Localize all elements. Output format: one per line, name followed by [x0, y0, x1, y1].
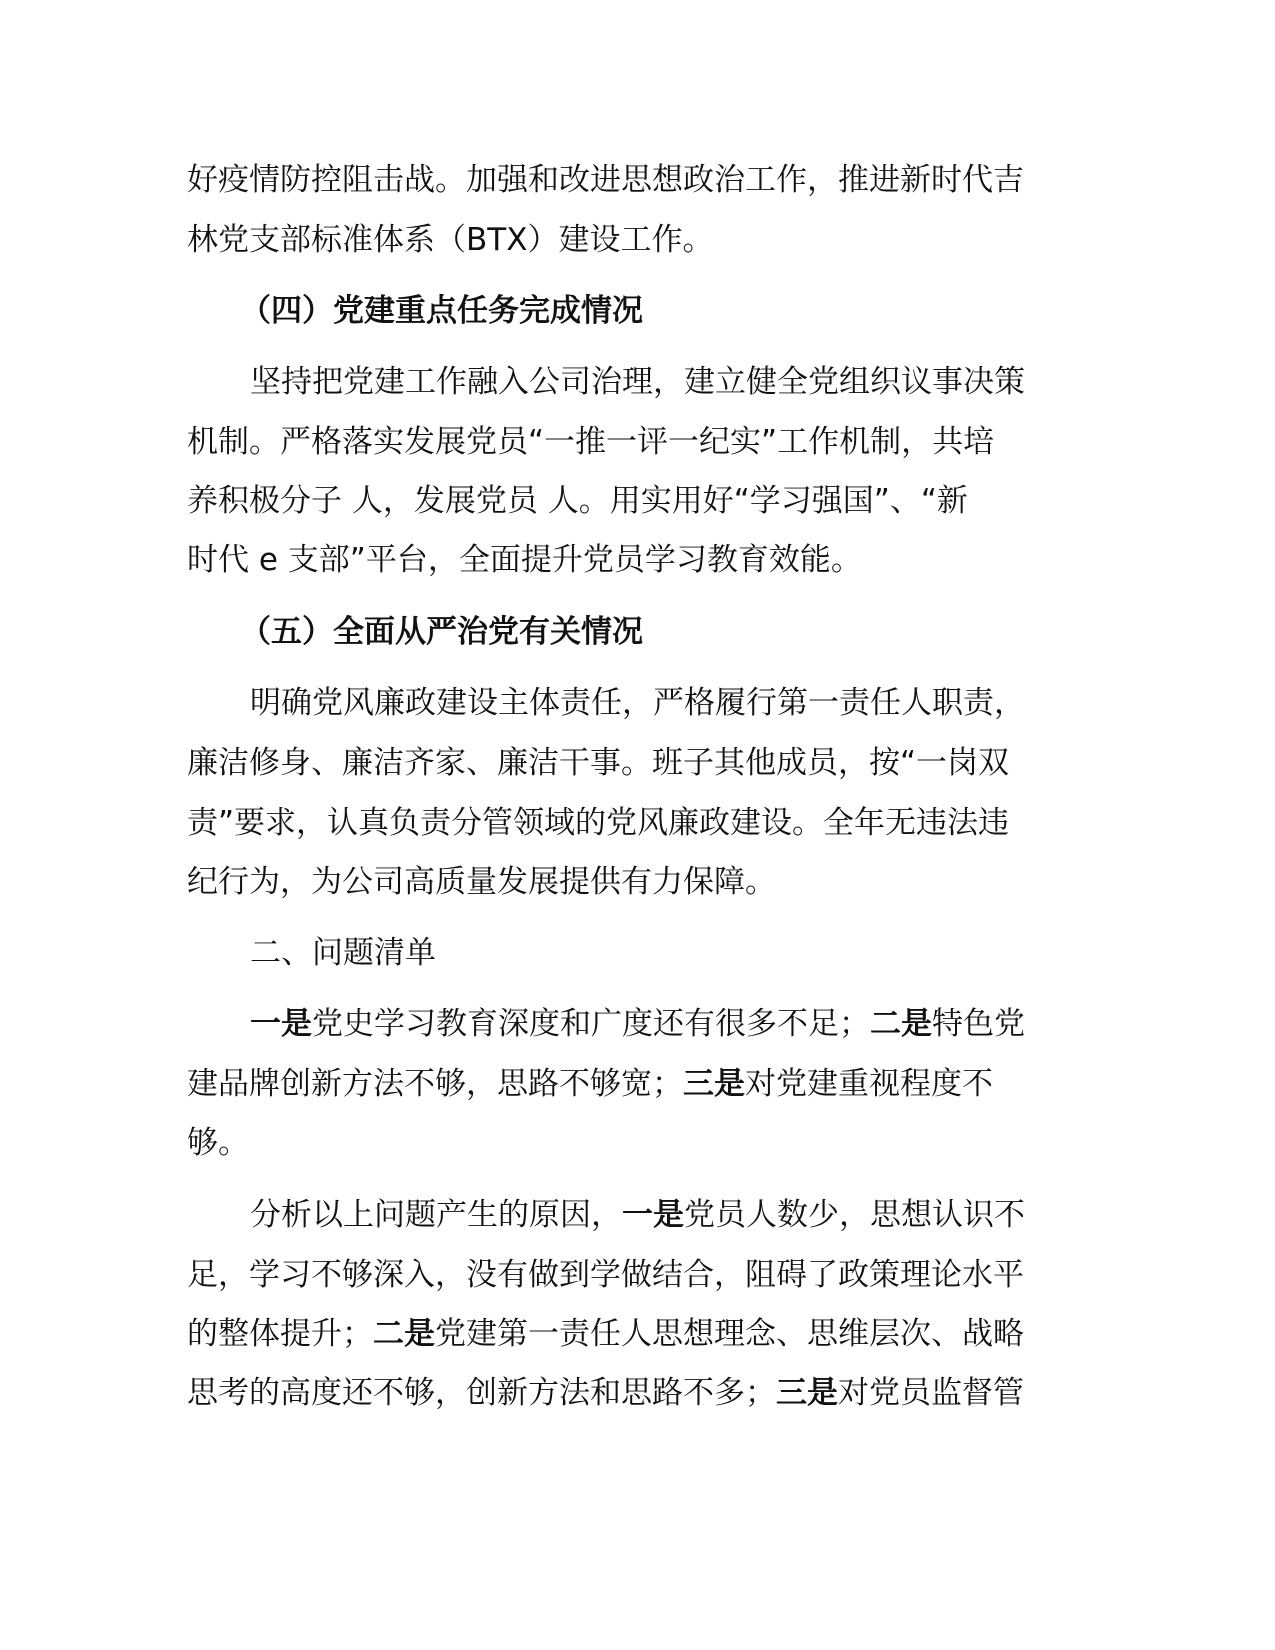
- paragraph-line: 时代 e 支部”平台，全面提升党员学习教育效能。: [187, 542, 862, 578]
- paragraph-line: [187, 1373, 1024, 1413]
- paragraph-line: 够。: [187, 1125, 249, 1161]
- paragraph-line: 纪行为，为公司高质量发展提供有力保障。: [187, 864, 776, 900]
- bold-lead: 一是: [250, 1006, 312, 1042]
- text-run: 特色党: [932, 1006, 1025, 1042]
- paragraph-line: 明确党风廉政建设主体责任，严格履行第一责任人职责，: [250, 685, 1025, 721]
- text-run: 的整体提升；: [187, 1316, 373, 1352]
- paragraph-line: 好疫情防控阻击战。加强和改进思想政治工作，推进新时代吉: [187, 162, 1024, 198]
- bold-lead: 一是: [622, 1197, 684, 1233]
- paragraph-line: 足，学习不够深入，没有做到学做结合，阻碍了政策理论水平: [187, 1257, 1024, 1293]
- text-run: 党员人数少，思想认识不: [684, 1197, 1025, 1233]
- text-run: 分析以上问题产生的原因，: [250, 1197, 622, 1233]
- text-run: 建品牌创新方法不够，思路不够宽；: [187, 1066, 683, 1102]
- section-heading: 二、问题清单: [250, 935, 436, 971]
- section-heading: （四）党建重点任务完成情况: [240, 293, 643, 329]
- paragraph-line: 责”要求，认真负责分管领域的党风廉政建设。全年无违法违: [187, 805, 1010, 841]
- text-run: 对党员监督管: [838, 1375, 1024, 1411]
- paragraph-line: 林党支部标准体系（BTX）建设工作。: [187, 222, 714, 258]
- bold-lead: 三是: [776, 1375, 838, 1411]
- paragraph-line: [187, 1064, 993, 1104]
- paragraph-line: 坚持把党建工作融入公司治理，建立健全党组织议事决策: [250, 364, 1025, 400]
- text-run: 党建第一责任人思想理念、思维层次、战略: [435, 1316, 1024, 1352]
- text-run: 思考的高度还不够，创新方法和思路不多；: [187, 1375, 776, 1411]
- text-run: 党史学习教育深度和广度还有很多不足；: [312, 1006, 870, 1042]
- paragraph-line: 养积极分子 人，发展党员 人。用实用好“学习强国”、“新: [187, 483, 968, 519]
- bold-lead: 三是: [683, 1066, 745, 1102]
- paragraph-line: 廉洁修身、廉洁齐家、廉洁干事。班子其他成员，按“一岗双: [187, 745, 1010, 781]
- section-heading: （五）全面从严治党有关情况: [240, 614, 643, 650]
- bold-lead: 二是: [373, 1316, 435, 1352]
- text-run: 对党建重视程度不: [745, 1066, 993, 1102]
- paragraph-line: [250, 1004, 1025, 1044]
- paragraph-line: 机制。严格落实发展党员“一推一评一纪实”工作机制，共培: [187, 424, 995, 460]
- paragraph-line: [187, 1314, 1024, 1354]
- bold-lead: 二是: [870, 1006, 932, 1042]
- paragraph-line: [250, 1195, 1025, 1235]
